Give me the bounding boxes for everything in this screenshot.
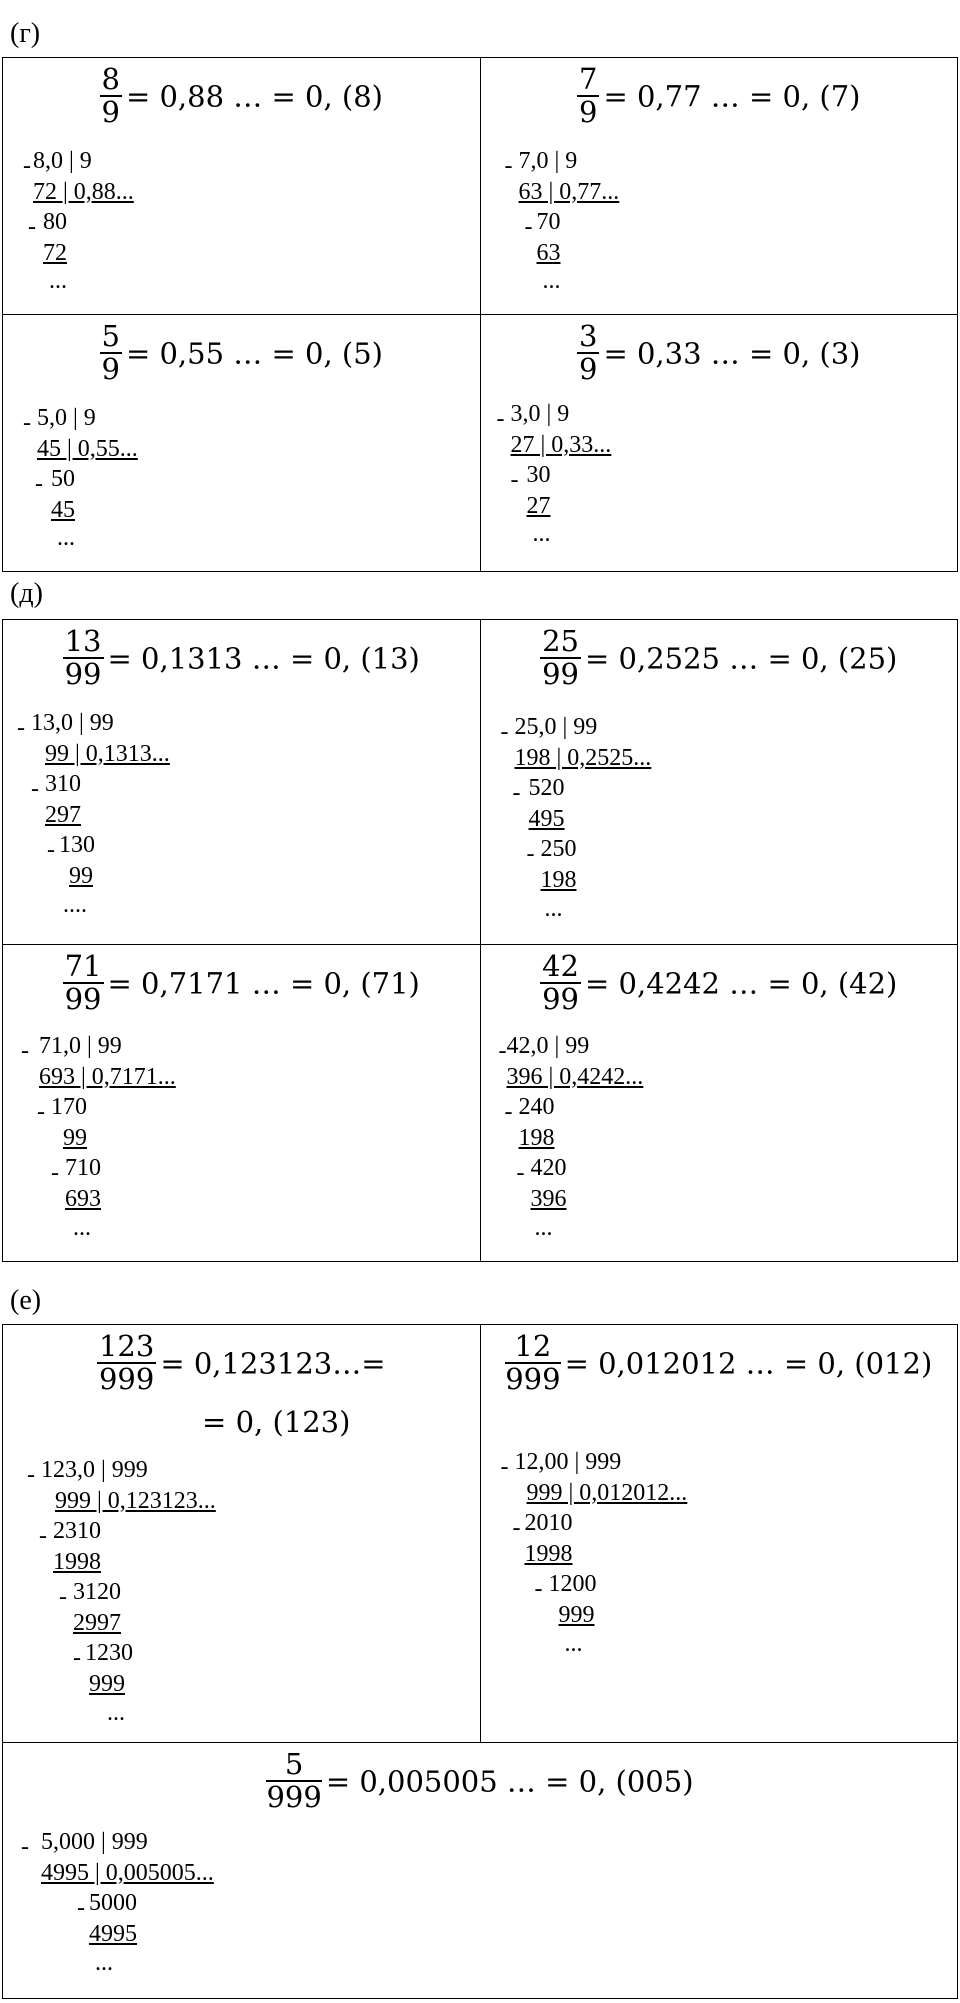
minus-sign-icon: - — [37, 1099, 45, 1125]
division-line: 170 — [51, 1094, 87, 1120]
division-line: 693 — [65, 1186, 101, 1212]
division-line: 2997 — [73, 1610, 121, 1636]
division-line: 99 — [63, 1125, 87, 1151]
fraction — [63, 951, 104, 1016]
division-line: 198 — [518, 1125, 555, 1151]
equation — [481, 951, 958, 1016]
decimal-expansion: = 0,88 … = 0, (8) — [125, 79, 383, 114]
minus-sign-icon: - — [23, 410, 31, 436]
division-line: 8,0 | 9 — [33, 148, 92, 174]
section-label-e: (е) — [10, 1285, 42, 1316]
division-line: 3120 — [73, 1579, 121, 1605]
equation — [3, 626, 480, 691]
division-line: ... — [95, 1950, 113, 1976]
division-line: 999 — [89, 1671, 125, 1697]
minus-sign-icon: - — [496, 406, 505, 432]
fraction — [266, 1749, 321, 1814]
equation — [481, 626, 958, 691]
decimal-expansion: = 0,77 … = 0, (7) — [603, 79, 861, 114]
minus-sign-icon: - — [31, 776, 39, 802]
numerator: 123 — [98, 1329, 155, 1363]
decimal-expansion: = 0,2525 … = 0, (25) — [585, 641, 898, 676]
numerator: 3 — [579, 319, 598, 353]
equation — [481, 64, 958, 129]
equation — [3, 321, 480, 386]
division-line: 63 — [536, 240, 561, 266]
division-line: 3,0 | 9 — [510, 401, 570, 427]
denominator: 9 — [579, 352, 598, 387]
minus-sign-icon: - — [498, 1038, 507, 1064]
minus-sign-icon: - — [526, 841, 535, 867]
division-line: 72 — [43, 240, 67, 266]
division-line: 13,0 | 99 — [31, 710, 114, 736]
minus-sign-icon: - — [17, 715, 25, 741]
decimal-expansion: = 0,4242 … = 0, (42) — [585, 966, 898, 1001]
minus-sign-icon: - — [39, 1523, 47, 1549]
section-label-g: (г) — [10, 18, 41, 49]
denominator: 99 — [64, 657, 102, 692]
division-line: 999 | 0,012012... — [526, 1480, 688, 1506]
division-line: 30 — [526, 462, 551, 488]
division-line: 27 | 0,33... — [510, 432, 612, 458]
division-line: 310 — [45, 771, 81, 797]
division-line: 693 | 0,7171... — [39, 1064, 176, 1090]
numerator: 5 — [266, 1749, 321, 1782]
denominator: 999 — [98, 1362, 155, 1397]
division-line: 1998 — [524, 1541, 573, 1567]
division-line: 45 — [51, 497, 75, 523]
cell-25-99 — [480, 620, 958, 945]
division-line: 2310 — [53, 1518, 101, 1544]
denominator: 9 — [101, 95, 120, 130]
division-line: ... — [107, 1700, 125, 1726]
division-line: 2010 — [524, 1510, 573, 1536]
division-line: 1998 — [53, 1549, 101, 1575]
division-line: 250 — [540, 836, 577, 862]
fraction — [505, 1331, 560, 1396]
fraction — [540, 951, 581, 1016]
division-line: 5,000 | 999 — [41, 1829, 148, 1855]
division-line: 198 | 0,2525... — [514, 745, 652, 771]
numerator: 5 — [101, 319, 120, 353]
division-line: 99 — [69, 863, 93, 889]
numerator: 7 — [579, 62, 598, 96]
cell-13-99 — [3, 620, 481, 945]
minus-sign-icon: - — [504, 1099, 513, 1125]
division-line: 396 — [530, 1186, 567, 1212]
equation — [481, 1331, 958, 1396]
section-label-d: (д) — [10, 578, 43, 609]
division-line: 80 — [43, 209, 67, 235]
division-line: 42,0 | 99 — [506, 1033, 590, 1059]
division-line: 495 — [528, 806, 565, 832]
denominator: 999 — [505, 1362, 561, 1397]
numerator: 42 — [542, 949, 580, 983]
decimal-expansion: = 0,33 … = 0, (3) — [603, 336, 861, 371]
minus-sign-icon: - — [510, 467, 519, 493]
fraction — [577, 321, 599, 386]
minus-sign-icon: - — [524, 214, 533, 240]
table-d — [2, 619, 958, 1262]
division-line: .... — [63, 892, 87, 918]
minus-sign-icon: - — [500, 719, 509, 745]
division-line: 240 — [518, 1094, 555, 1120]
equation — [3, 1749, 957, 1814]
minus-sign-icon: - — [21, 1834, 29, 1860]
division-line: 1230 — [85, 1640, 133, 1666]
decimal-expansion: = 0,123123…= — [160, 1346, 386, 1381]
minus-sign-icon: - — [35, 471, 43, 497]
division-line: 130 — [59, 832, 95, 858]
division-line: 420 — [530, 1155, 567, 1181]
fraction — [540, 626, 581, 691]
division-line: 25,0 | 99 — [514, 714, 598, 740]
minus-sign-icon: - — [504, 153, 513, 179]
decimal-expansion: = 0,005005 … = 0, (005) — [325, 1764, 694, 1799]
fraction — [63, 626, 104, 691]
cell-7-9 — [480, 58, 958, 315]
division-line: 4995 | 0,005005... — [41, 1860, 214, 1886]
minus-sign-icon: - — [51, 1160, 59, 1186]
table-g — [2, 57, 958, 572]
equation — [481, 321, 958, 386]
division-line: 99 | 0,1313... — [45, 741, 170, 767]
division-line: 520 — [528, 775, 565, 801]
minus-sign-icon: - — [59, 1584, 67, 1610]
division-line: 999 — [558, 1602, 595, 1628]
division-line: 72 | 0,88... — [33, 179, 134, 205]
numerator: 13 — [64, 624, 102, 658]
cell-8-9 — [3, 58, 481, 315]
cell-5-9 — [3, 315, 481, 572]
fraction — [100, 64, 122, 129]
minus-sign-icon: - — [516, 1160, 525, 1186]
cell-123-999 — [3, 1325, 481, 1743]
decimal-expansion: = 0,55 … = 0, (5) — [125, 336, 383, 371]
fraction — [577, 64, 599, 129]
denominator: 99 — [542, 982, 580, 1017]
division-line: 5000 — [89, 1890, 137, 1916]
minus-sign-icon: - — [73, 1645, 81, 1671]
table-e — [2, 1324, 958, 1999]
minus-sign-icon: - — [534, 1576, 543, 1602]
division-line: ... — [564, 1631, 583, 1657]
division-line: 1200 — [548, 1571, 597, 1597]
minus-sign-icon: - — [21, 1038, 29, 1064]
division-line: ... — [544, 896, 563, 922]
cell-3-9 — [480, 315, 958, 572]
minus-sign-icon: - — [512, 780, 521, 806]
division-line: 70 — [536, 209, 561, 235]
division-line: ... — [73, 1215, 91, 1241]
division-line: 4995 — [89, 1921, 137, 1947]
division-line: 71,0 | 99 — [39, 1033, 122, 1059]
numerator: 71 — [64, 949, 102, 983]
division-line: 5,0 | 9 — [37, 405, 96, 431]
cell-5-999 — [3, 1743, 958, 1999]
division-line: 63 | 0,77... — [518, 179, 620, 205]
division-line: 27 — [526, 493, 551, 519]
numerator: 12 — [505, 1331, 560, 1364]
equation — [3, 64, 480, 129]
division-line: 123,0 | 999 — [41, 1457, 148, 1483]
division-line: 45 | 0,55... — [37, 436, 138, 462]
equation — [3, 1331, 480, 1396]
fraction — [97, 1331, 156, 1396]
division-line: 999 | 0,123123... — [55, 1488, 216, 1514]
cell-12-999 — [480, 1325, 958, 1743]
minus-sign-icon: - — [23, 153, 31, 179]
division-line: 12,00 | 999 — [514, 1449, 622, 1475]
division-line: 710 — [65, 1155, 101, 1181]
denominator: 9 — [579, 95, 598, 130]
numerator: 25 — [542, 624, 580, 658]
decimal-expansion: = 0,7171 … = 0, (71) — [107, 966, 420, 1001]
denominator: 999 — [266, 1780, 322, 1815]
division-line: 7,0 | 9 — [518, 148, 578, 174]
division-line: 297 — [45, 802, 81, 828]
minus-sign-icon: - — [77, 1895, 85, 1921]
decimal-expansion: = 0,1313 … = 0, (13) — [107, 641, 420, 676]
division-line: ... — [57, 525, 75, 551]
minus-sign-icon: - — [28, 214, 36, 240]
fraction — [100, 321, 122, 386]
division-line: ... — [534, 1215, 553, 1241]
cell-42-99 — [480, 945, 958, 1262]
equation — [3, 951, 480, 1016]
decimal-expansion: = 0,012012 … = 0, (012) — [564, 1346, 933, 1381]
minus-sign-icon: - — [47, 837, 55, 863]
denominator: 99 — [542, 657, 580, 692]
denominator: 99 — [64, 982, 102, 1017]
cell-71-99 — [3, 945, 481, 1262]
minus-sign-icon: - — [512, 1515, 521, 1541]
division-line: 50 — [51, 466, 75, 492]
division-line: ... — [532, 521, 551, 547]
minus-sign-icon: - — [500, 1454, 509, 1480]
minus-sign-icon: - — [27, 1462, 35, 1488]
division-line: 396 | 0,4242... — [506, 1064, 644, 1090]
division-line: ... — [49, 268, 67, 294]
numerator: 8 — [101, 62, 120, 96]
denominator: 9 — [101, 352, 120, 387]
division-line: 198 — [540, 867, 577, 893]
division-line: ... — [542, 268, 561, 294]
decimal-expansion-continued: = 0, (123) — [202, 1405, 351, 1439]
